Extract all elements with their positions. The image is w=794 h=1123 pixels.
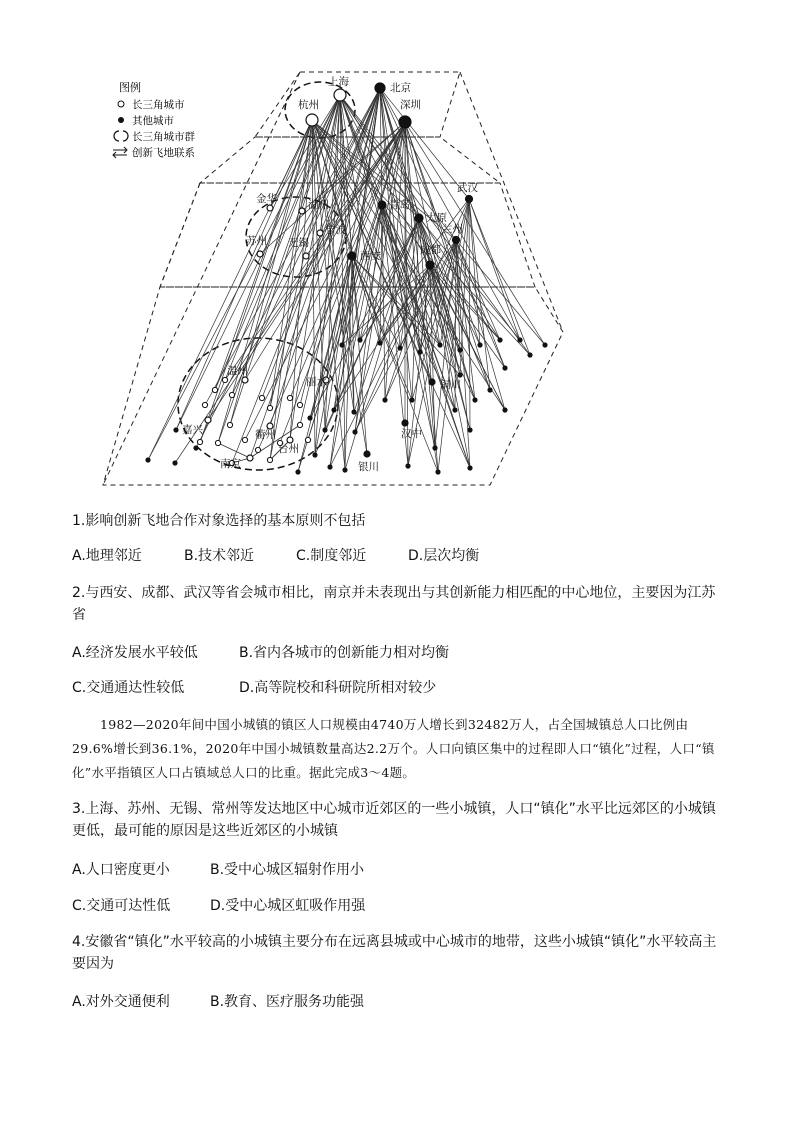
yangtze-delta-city-dot (255, 447, 260, 452)
yangtze-delta-city-dot (287, 395, 292, 400)
other-city-dot (542, 342, 547, 347)
other-city-dot (397, 345, 402, 350)
city-label-taizhou: 台州 (278, 443, 299, 455)
option-b: B.省内各城市的创新能力相对均衡 (239, 645, 450, 661)
question-1-stem: 1.影响创新飞地合作对象选择的基本原则不包括 (72, 513, 366, 529)
yangtze-delta-city-dot (259, 395, 264, 400)
other-city-dot (487, 387, 492, 392)
city-label-jiaxing: 嘉兴 (182, 424, 203, 436)
city-label-tongchuan: 铜川 (440, 379, 461, 391)
city-label-nanjing: 南京 (220, 458, 241, 470)
yangtze-delta-city-dot (215, 440, 220, 445)
city-node-suzhou (257, 251, 263, 257)
other-city-dot (467, 465, 472, 470)
other-city-dot (377, 340, 382, 345)
yangtze-delta-city-dot (297, 402, 302, 407)
yangtze-delta-city-dot (222, 377, 227, 382)
other-city-dot (382, 397, 387, 402)
city-label-shanghai: 上海 (328, 76, 349, 88)
yangtze-delta-city-dot (227, 422, 232, 427)
city-label-yinchuan: 银川 (358, 461, 379, 473)
question-2-stem: 2.与西安、成都、武汉等省会城市相比，南京并未表现出与其创新能力相匹配的中心地位，主要因为江苏省 (72, 585, 716, 623)
question-4-options-row-1 (72, 991, 364, 1013)
question-2-options-row-1 (72, 642, 449, 664)
city-label-jinhua: 金华 (256, 193, 277, 205)
option-d: D.高等院校和科研院所相对较少 (239, 680, 437, 696)
other-city-dot (409, 397, 414, 402)
option-c: C.制度邻近 (296, 548, 367, 564)
yangtze-delta-city-dot (197, 439, 202, 444)
city-node-huzhou (299, 208, 305, 214)
city-node-beijing (375, 83, 385, 93)
legend-double-arrow-icon (113, 147, 127, 158)
option-a: A.对外交通便利 (72, 994, 170, 1010)
city-node-nanjing (247, 455, 253, 461)
yangtze-delta-city-dot (229, 392, 234, 397)
other-city-dot (457, 372, 462, 377)
city-node-hanzhong (402, 420, 408, 426)
legend-open-circle-icon (118, 101, 124, 107)
other-city-dot (312, 452, 317, 457)
other-city-dot (173, 427, 178, 432)
link-line (469, 199, 470, 430)
option-c: C.交通通达性较低 (72, 680, 185, 696)
other-city-dot (417, 349, 422, 354)
legend-label: 其他城市 (132, 115, 174, 127)
other-city-dot (295, 469, 300, 474)
city-label-ningbo: 宁波 (325, 224, 346, 236)
other-city-dot (405, 463, 410, 468)
other-city-dot (172, 460, 177, 465)
city-node-jinhua (267, 205, 273, 211)
city-node-chengdu (426, 261, 434, 269)
city-node-shanghai (334, 89, 346, 101)
legend-label: 长三角城市 (132, 99, 185, 111)
city-node-tongchuan (429, 379, 435, 385)
other-city-dot (467, 427, 472, 432)
city-node-hangzhou (306, 114, 318, 126)
option-b: B.受中心城区辐射作用小 (210, 862, 365, 878)
other-city-dot (327, 464, 332, 469)
option-b: B.技术邻近 (184, 548, 255, 564)
link-line (215, 120, 312, 390)
city-node-jiaxing (205, 417, 211, 423)
other-city-dot (357, 337, 362, 342)
option-b: B.教育、医疗服务功能强 (210, 994, 365, 1010)
reading-passage: 1982—2020年间中国小城镇的镇区人口规模由4740万人增长到32482万人，占全国城镇总人口比例由29.6%增长到36.1%，2020年中国小城镇数量高达2.2万个。人口向镇区集中的过程即人口“镇化”过程，人口“镇化”水平指镇区人口占镇域总人口的比重。据此完成3～4题。 (72, 717, 715, 780)
city-node-wuxi (303, 253, 309, 259)
legend-label: 创新飞地联系 (132, 147, 195, 159)
question-3-options-row-1 (72, 859, 364, 881)
question-2-options-row-2 (72, 677, 436, 699)
city-node-ningbo (317, 230, 323, 236)
legend-filled-circle-icon (118, 117, 124, 123)
option-a: A.地理邻近 (72, 548, 142, 564)
other-city-dot (502, 407, 507, 412)
city-node-shenzhen (399, 116, 411, 128)
other-city-dot (322, 427, 327, 432)
innovation-enclave-network-diagram (0, 0, 794, 500)
option-d: D.受中心城区虹吸作用强 (210, 898, 366, 914)
city-label-hanzhong: 汉中 (401, 428, 422, 440)
yangtze-delta-city-dot (297, 422, 302, 427)
other-city-dot (477, 342, 482, 347)
yangtze-delta-city-dot (267, 457, 272, 462)
other-city-dot (437, 342, 442, 347)
city-node-lanzhou (453, 237, 460, 244)
other-city-dot (307, 415, 312, 420)
city-node-wuhan (466, 196, 473, 203)
city-label-suzhou: 苏州 (246, 235, 267, 247)
yangtze-delta-city-dot (267, 405, 272, 410)
other-city-dot (342, 467, 347, 472)
yangtze-delta-city-dot (202, 402, 207, 407)
city-label-wuxi: 无锡 (288, 237, 309, 249)
other-city-dot (193, 445, 198, 450)
other-city-dot (352, 429, 357, 434)
question-1-options (72, 545, 479, 567)
city-node-taiyuan (415, 214, 423, 222)
other-city-dot (435, 469, 440, 474)
other-city-dot (517, 337, 522, 342)
link-line (469, 199, 480, 345)
question-4-stem: 4.安徽省“镇化”水平较高的小城镇主要分布在远离县城或中心城市的地带，这些小城镇“镇化”水平较高主要因为 (72, 934, 717, 972)
link-line (200, 120, 312, 442)
option-a: A.人口密度更小 (72, 862, 170, 878)
other-city-dot (145, 457, 150, 462)
other-city-dot (457, 347, 462, 352)
city-label-wenzhou: 温州 (227, 365, 248, 377)
city-label-chengdu: 成都 (420, 244, 441, 256)
yangtze-delta-city-dot (212, 387, 217, 392)
legend-title: 图例 (119, 81, 141, 94)
other-city-dot (502, 365, 507, 370)
city-label-lishui: 丽水 (306, 376, 327, 388)
city-node-wenzhou (242, 377, 248, 383)
other-city-dot (472, 397, 477, 402)
option-a: A.经济发展水平较低 (72, 645, 198, 661)
legend-label: 长三角城市群 (132, 131, 195, 143)
city-label-wuhan: 武汉 (457, 182, 478, 194)
city-label-beijing: 北京 (390, 82, 411, 94)
other-city-dot (452, 407, 457, 412)
city-label-lanzhou: 兰州 (442, 223, 463, 235)
city-node-qingdao (378, 201, 386, 209)
yangtze-delta-city-dot (242, 437, 247, 442)
other-city-dot (339, 342, 344, 347)
city-label-huzhou: 湖州 (308, 199, 329, 211)
question-3-stem: 3.上海、苏州、无锡、常州等发达地区中心城市近郊区的一些小城镇，人口“镇化”水平比远郊区的小城镇更低，最可能的原因是这些近郊区的小城镇 (72, 801, 716, 839)
innovation-enclave-links (148, 88, 545, 472)
link-line (310, 256, 352, 418)
city-label-taiyuan: 太原 (426, 212, 447, 224)
other-city-dot (527, 352, 532, 357)
city-label-xian: 西安 (360, 250, 381, 262)
legend (113, 80, 195, 159)
city-node-yinchuan (364, 451, 370, 457)
city-label-hangzhou: 杭州 (298, 99, 319, 111)
option-c: C.交通可达性低 (72, 898, 171, 914)
other-city-dot (432, 445, 437, 450)
option-d: D.层次均衡 (408, 548, 480, 564)
link-line (218, 95, 340, 443)
city-label-quzhou: 衢州 (255, 429, 276, 441)
city-label-shenzhen: 深圳 (400, 99, 421, 111)
other-city-dot (331, 407, 336, 412)
link-line (290, 120, 312, 440)
question-3-options-row-2 (72, 895, 365, 917)
city-label-qingdao: 青岛 (389, 199, 410, 211)
legend-dashed-ellipse-icon (114, 131, 128, 141)
link-line (270, 120, 312, 460)
other-city-dot (351, 409, 356, 414)
yangtze-delta-city-dot (305, 437, 310, 442)
city-node-xian (348, 252, 356, 260)
other-city-dot (497, 337, 502, 342)
link-line (218, 443, 250, 458)
